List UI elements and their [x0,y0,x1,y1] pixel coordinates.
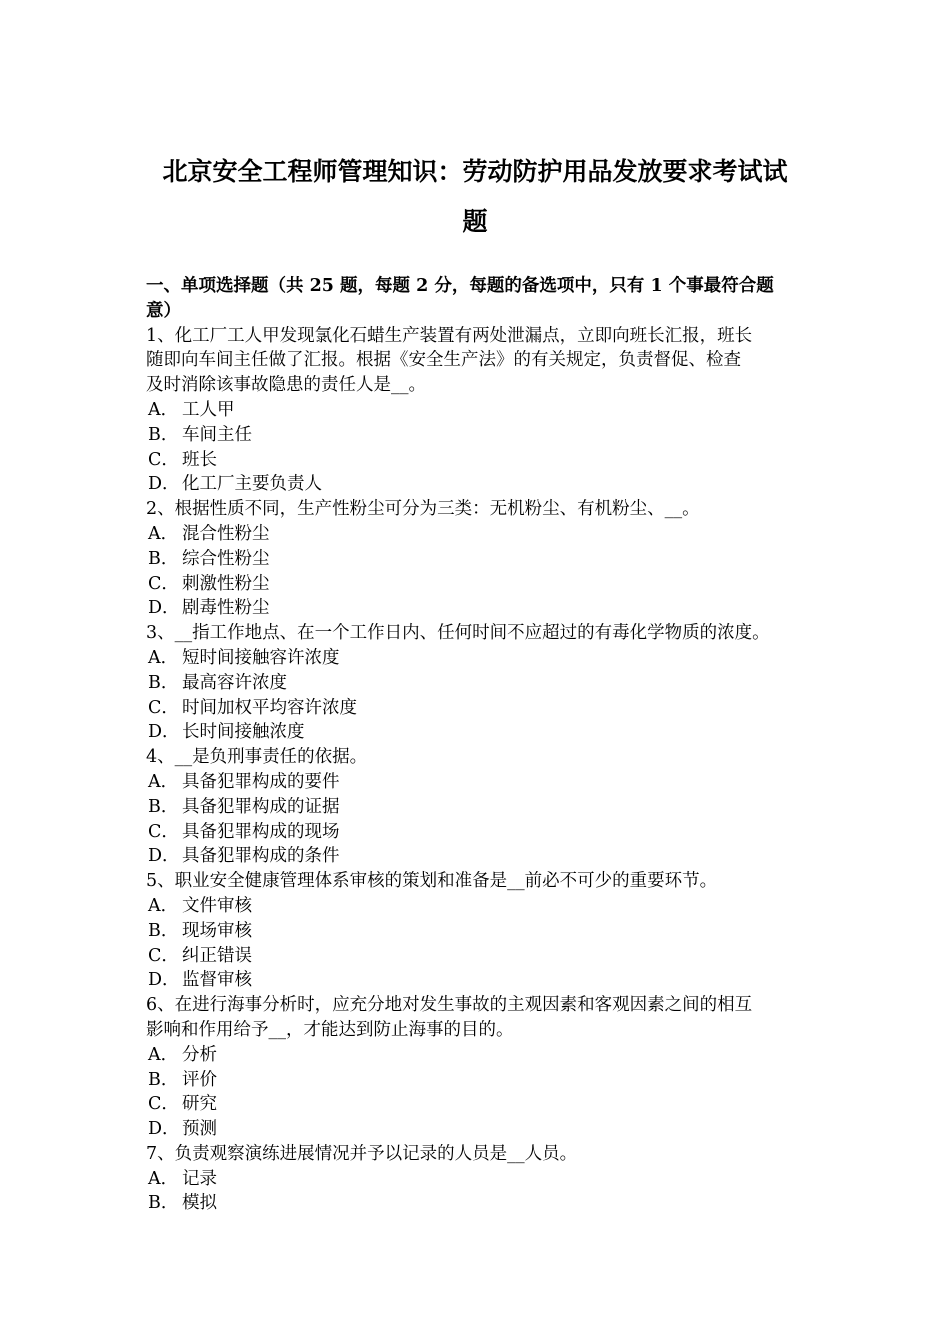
question [146,745,826,869]
question [146,1142,826,1216]
option-letter: B． [148,796,179,817]
option-text: 监督审核 [182,970,252,991]
option-text: 刺激性粉尘 [182,573,270,594]
answer-option [146,1092,826,1117]
option-letter: C． [148,945,179,966]
answer-option [146,547,826,572]
question [146,869,826,993]
answer-option [146,423,826,448]
option-letter: A． [148,647,179,668]
option-letter: B． [148,548,179,569]
question-text-line: 4、__是负刑事责任的依据。 [146,747,368,768]
option-text: 纠正错误 [182,945,252,966]
option-letter: C． [148,1094,179,1115]
question-text-line: 2、根据性质不同，生产性粉尘可分为三类：无机粉尘、有机粉尘、__。 [146,499,700,520]
answer-option [146,844,826,869]
option-text: 短时间接触容许浓度 [182,647,340,668]
option-letter: C． [148,573,179,594]
answer-option [146,646,826,671]
option-text: 研究 [182,1094,217,1115]
option-text: 具备犯罪构成的证据 [182,796,340,817]
option-letter: C． [148,821,179,842]
question [146,993,826,1142]
option-text: 时间加权平均容许浓度 [182,697,357,718]
option-letter: B． [148,1069,179,1090]
option-text: 具备犯罪构成的要件 [182,771,340,792]
question-text-line: 影响和作用给予__，才能达到防止海事的目的。 [146,1019,514,1040]
answer-option [146,448,826,473]
option-text: 化工厂主要负责人 [182,474,322,495]
option-letter: D． [148,722,180,743]
option-letter: D． [148,970,180,991]
answer-option [146,968,826,993]
option-letter: A． [148,1168,179,1189]
question-text-line: 7、负责观察演练进展情况并予以记录的人员是__人员。 [146,1143,578,1164]
answer-option [146,919,826,944]
option-letter: A． [148,523,179,544]
answer-option [146,472,826,497]
question-text-line: 6、在进行海事分析时，应充分地对发生事故的主观因素和客观因素之间的相互 [146,995,753,1016]
question-text-line: 3、__指工作地点、在一个工作日内、任何时间不应超过的有毒化学物质的浓度。 [146,623,770,644]
option-text: 分析 [182,1044,217,1065]
question-text-line: 及时消除该事故隐患的责任人是__。 [146,375,426,396]
answer-option [146,770,826,795]
answer-option [146,671,826,696]
question-list [146,324,826,1217]
option-text: 综合性粉尘 [182,548,270,569]
option-text: 最高容许浓度 [182,672,287,693]
question-text-line: 1、化工厂工人甲发现氯化石蜡生产装置有两处泄漏点，立即向班长汇报，班长 [146,325,753,346]
option-letter: D． [148,598,180,619]
answer-option [146,398,826,423]
answer-option [146,944,826,969]
answer-option [146,696,826,721]
answer-option [146,894,826,919]
document-body [146,274,826,1216]
option-text: 现场审核 [182,920,252,941]
option-letter: C． [148,697,179,718]
answer-option [146,1117,826,1142]
option-letter: B． [148,424,179,445]
option-letter: A． [148,399,179,420]
option-letter: D． [148,846,180,867]
option-text: 评价 [182,1069,217,1090]
question [146,497,826,621]
option-text: 班长 [182,449,217,470]
document-title-line-1: 北京安全工程师管理知识：劳动防护用品发放要求考试试 [162,157,788,186]
answer-option [146,1043,826,1068]
option-letter: A． [148,1044,179,1065]
option-text: 具备犯罪构成的现场 [182,821,340,842]
option-text: 剧毒性粉尘 [182,598,270,619]
option-letter: D． [148,474,180,495]
option-text: 车间主任 [182,424,252,445]
answer-option [146,820,826,845]
option-letter: B． [148,1193,179,1214]
answer-option [146,522,826,547]
option-text: 预测 [182,1119,217,1140]
option-text: 工人甲 [182,399,235,420]
question-text-line: 5、职业安全健康管理体系审核的策划和准备是__前必不可少的重要环节。 [146,871,718,892]
question [146,324,826,498]
option-text: 长时间接触浓度 [182,722,305,743]
option-text: 混合性粉尘 [182,523,270,544]
document-title-line-2: 题 [462,207,488,236]
option-letter: C． [148,449,179,470]
question-text-line: 随即向车间主任做了汇报。根据《安全生产法》的有关规定，负责督促、检查 [146,350,741,371]
option-letter: A． [148,895,179,916]
option-text: 记录 [182,1168,217,1189]
question [146,621,826,745]
answer-option [146,596,826,621]
option-letter: B． [148,920,179,941]
answer-option [146,572,826,597]
option-letter: A． [148,771,179,792]
answer-option [146,795,826,820]
section-heading-line-2: 意） [146,300,181,321]
option-text: 模拟 [182,1193,217,1214]
option-text: 文件审核 [182,895,252,916]
answer-option [146,1068,826,1093]
answer-option [146,1167,826,1192]
option-letter: B． [148,672,179,693]
answer-option [146,720,826,745]
option-text: 具备犯罪构成的条件 [182,846,340,867]
option-letter: D． [148,1119,180,1140]
answer-option [146,1191,826,1216]
section-heading-line-1: 一、单项选择题（共 25 题，每题 2 分，每题的备选项中，只有 1 个事最符合题 [146,276,774,296]
